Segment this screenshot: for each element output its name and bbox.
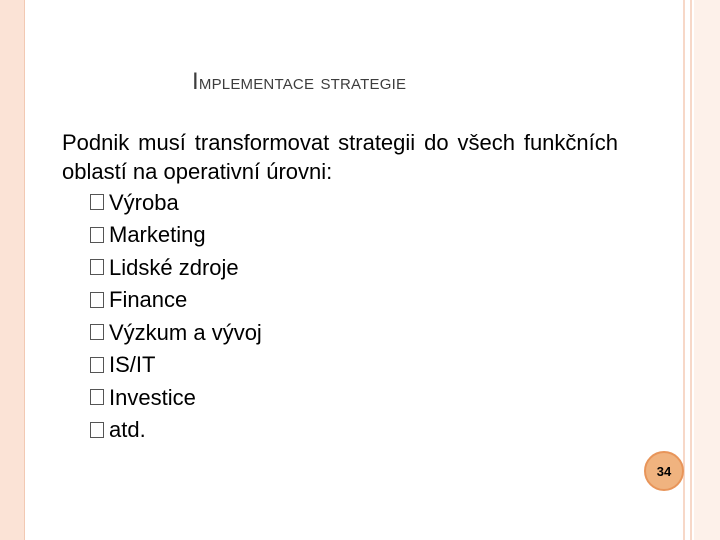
right-edge-line xyxy=(690,0,692,540)
list-item xyxy=(90,219,618,252)
list-item xyxy=(90,349,618,382)
list-item-label: IS/IT xyxy=(109,352,156,378)
list-item xyxy=(90,284,618,317)
list-item-label: Výroba xyxy=(109,189,179,215)
slide-title-rest: mplementace strategie xyxy=(198,69,407,94)
right-edge-line xyxy=(683,0,685,540)
list-item-label: Marketing xyxy=(109,222,206,248)
right-edge-decoration xyxy=(694,0,720,540)
list-item-label: Výzkum a vývoj xyxy=(109,319,262,345)
bullet-box-icon xyxy=(90,227,104,243)
left-edge-decoration xyxy=(0,0,24,540)
bullet-box-icon xyxy=(90,259,104,275)
page-number-badge: 34 xyxy=(644,451,684,491)
bullet-box-icon xyxy=(90,389,104,405)
list-item xyxy=(90,316,618,349)
bullet-box-icon xyxy=(90,324,104,340)
left-edge-line xyxy=(24,0,25,540)
slide-title-initial: I xyxy=(192,68,199,95)
bullet-box-icon xyxy=(90,194,104,210)
bullet-box-icon xyxy=(90,422,104,438)
bullet-box-icon xyxy=(90,357,104,373)
list-item xyxy=(90,381,618,414)
bullet-list xyxy=(62,186,618,446)
list-item-label: Finance xyxy=(109,287,188,313)
list-item xyxy=(90,414,618,447)
list-item xyxy=(90,251,618,284)
list-item-label: Investice xyxy=(109,384,196,410)
list-item xyxy=(90,186,618,219)
list-item-label: atd. xyxy=(109,417,146,443)
slide-title xyxy=(192,68,406,96)
list-item-label: Lidské zdroje xyxy=(109,254,239,280)
intro-paragraph: Podnik musí transformovat strategii do všech funkčních oblastí na operativní úrovni: xyxy=(62,130,618,184)
bullet-box-icon xyxy=(90,292,104,308)
slide-body xyxy=(62,128,618,446)
